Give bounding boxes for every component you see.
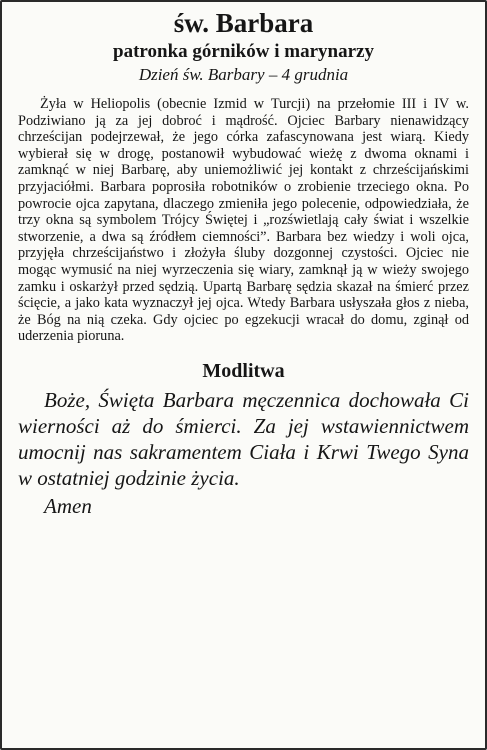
page-title: św. Barbara — [173, 8, 314, 38]
prayer-heading: Modlitwa — [202, 359, 285, 382]
patronage-subtitle: patronka górników i marynarzy — [113, 41, 374, 62]
prayer-closing: Amen — [44, 493, 92, 518]
prayer-text: Boże, Święta Barbara męczennica dochowała Ci wierności aż do śmierci. Za jej wstawiennictwem umocnij nas sakramentem Ciała i Krwi Twego Syna w ostatniej godzinie życia. — [18, 387, 469, 490]
biography-paragraph: Żyła w Heliopolis (obecnie Izmid w Turcji) na przełomie III i IV w. Podziwiano ją za jej dobroć i mądrość. Ojciec Barbary nienawidzący chrześcijan podejrzewał, że jego córka zafascynowana jest wiarą. Kiedy wybierał się w drogę, postanowił wybudować wieżę z dwoma oknami i zamknąć w niej Barbarę, aby uniemożliwić jej kontakt z chrześcijańskimi przyjaciółmi. Barbara poprosiła robotników o zrobienie trzeciego okna. Po powrocie ojca zapytana, dlaczego zmieniła jego polecenie, odpowiedziała, że trzy okna są symbolem Trójcy Świętej i „rozświetlają cały świat i wszelkie stworzenie, a dwa są źródłem ciemności”. Barbara bez wiedzy i woli ojca, przyjęła chrześcijaństwo i złożyła śluby dozgonnej czystości. Ojciec nie mogąc wymusić na niej wyrzeczenia się wiary, zamknął ją w wieży swojego zamku i oskarżył przed sędzią. Upartą Barbarę sędzia skazał na śmierć przez ścięcie, a jako kata wyznaczył jej ojca. Wtedy Barbara usłyszała głos z nieba, że Bóg na nią czeka. Gdy ojciec po egzekucji wracał do domu, zginął od uderzenia pioruna. — [18, 96, 469, 345]
feast-day-line: Dzień św. Barbary – 4 grudnia — [138, 65, 349, 84]
